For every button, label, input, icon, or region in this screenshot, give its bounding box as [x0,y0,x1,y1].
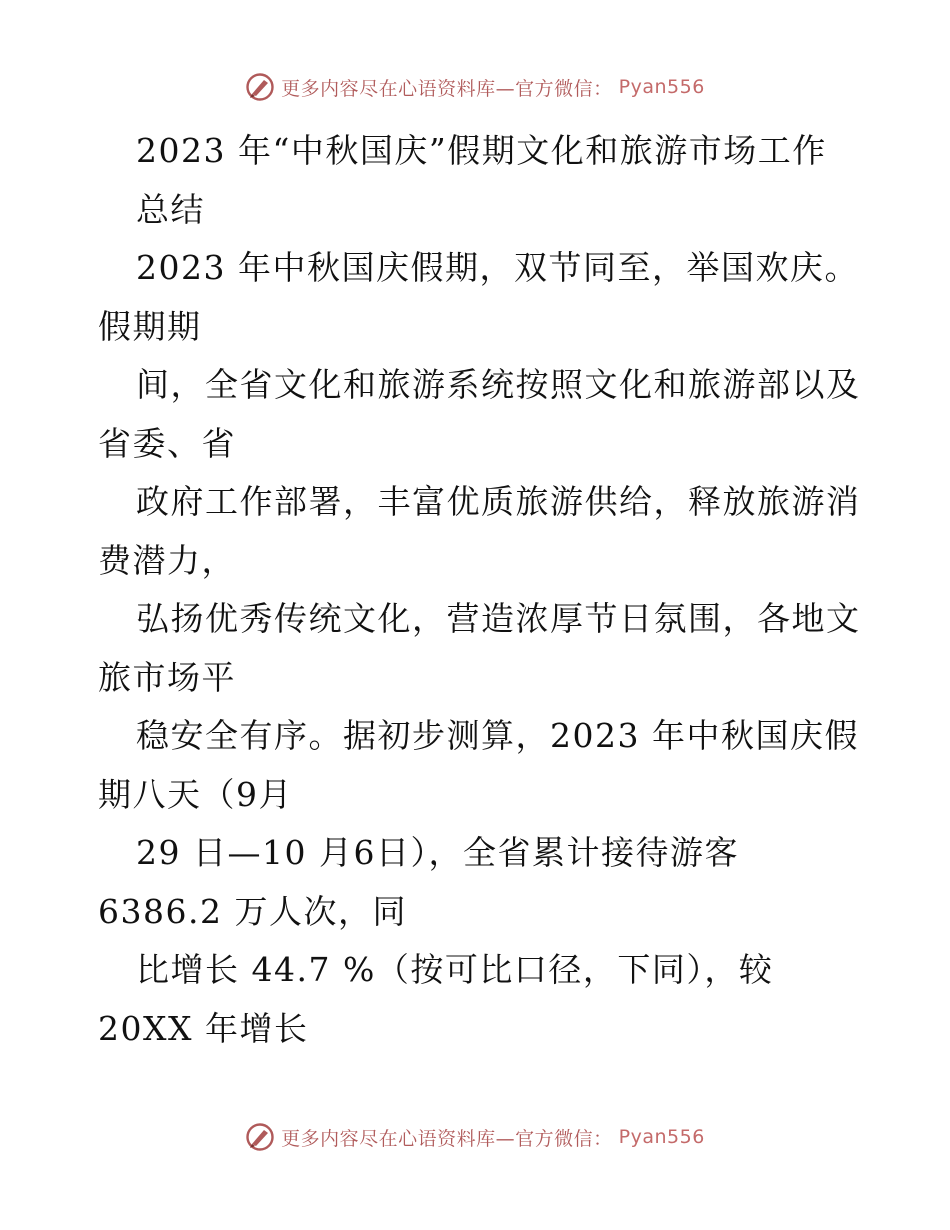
footer-watermark [0,1122,950,1152]
header-watermark [0,72,950,102]
text-line: 稳安全有序。据初步测算，2023 年中秋国庆假 [136,716,859,755]
text-line: 比增长 44.7 %（按可比口径，下同），较 [136,950,774,989]
text-line: 弘扬优秀传统文化，营造浓厚节日氛围，各地文 [136,599,861,638]
text-line: 政府工作部署，丰富优质旅游供给，释放旅游消 [136,482,861,521]
text-line: 总结 [136,189,205,229]
text-line: 假期期 [98,306,202,346]
text-line: 6386.2 万人次，同 [98,891,407,931]
pen-circle-logo-icon [245,1122,275,1152]
text-line: 2023 年中秋国庆假期，双节同至，举国欢庆。 [136,248,859,287]
watermark-text: 更多内容尽在心语资料库—官方微信： [281,1127,613,1150]
document-body [98,122,898,1058]
text-line: 费潜力， [98,540,236,580]
watermark-wechat-id: Pyan556 [618,76,705,98]
text-line: 29 日—10 月6日），全省累计接待游客 [136,833,739,872]
text-line: 间，全省文化和旅游系统按照文化和旅游部以及 [136,365,861,404]
text-line: 期八天（9月 [98,774,293,814]
watermark-text: 更多内容尽在心语资料库—官方微信： [281,77,613,100]
text-line: 旅市场平 [98,657,236,697]
text-line: 省委、省 [98,423,236,463]
watermark-wechat-id: Pyan556 [618,1126,705,1148]
text-line: 2023 年“中秋国庆”假期文化和旅游市场工作 [136,131,827,170]
text-line: 20XX 年增长 [98,1008,309,1048]
pen-circle-logo-icon [245,72,275,102]
